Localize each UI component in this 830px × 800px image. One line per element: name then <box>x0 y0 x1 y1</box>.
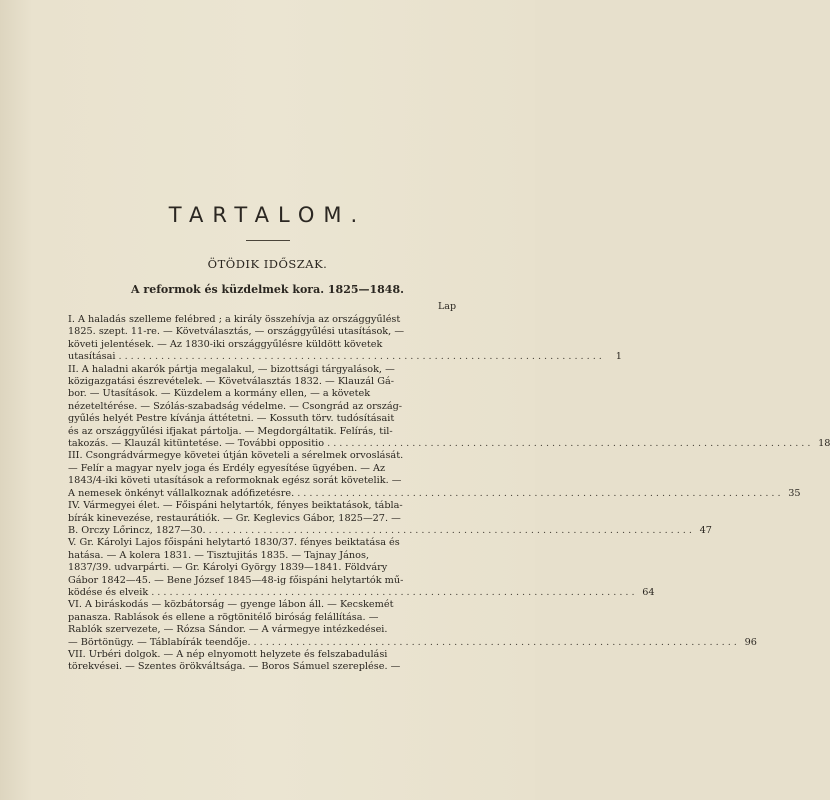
toc-entry <box>68 500 712 537</box>
dot-leader: ................................................................................ <box>151 586 638 598</box>
toc-entry-text: utasításai <box>68 351 116 363</box>
toc-entry-line: Gábor 1842—45. — Bene József 1845—48-ig főispáni helytartók mű- <box>68 574 404 586</box>
toc-entry <box>68 314 622 364</box>
toc-entry-line: I. A haladás szelleme felébred ; a király összehívja az országgyűlést <box>68 314 401 325</box>
title-divider <box>246 240 290 241</box>
toc-entry-line: panasza. Rablások és ellene a rögtönitélő biróság felállítása. — <box>68 611 379 623</box>
toc-entry-line: VII. Urbéri dolgok. — A nép elnyomott helyzete és felszabadulási <box>68 648 388 660</box>
toc-page-number: 18 <box>818 438 830 450</box>
toc-entry <box>68 537 655 599</box>
toc-page-number: 47 <box>699 524 712 536</box>
toc-entry <box>68 363 830 451</box>
toc-entry-line: IV. Vármegyei élet. — Főispáni helytartók, fényes beiktatások, tábla- <box>68 500 403 512</box>
period-heading: ÖTÖDIK IDŐSZAK. <box>207 257 328 271</box>
toc-entry-line: hatása. — A kolera 1831. — Tisztujitás 1835. — Tajnay János, <box>68 549 370 561</box>
toc-entry-text: ködése és elveik <box>68 586 149 598</box>
toc-entry-line: 1825. szept. 11-re. — Követválasztás, — országgyűlési utasítások, — <box>68 326 405 338</box>
toc-entry-text: B. Orczy Lőrincz, 1827—30. <box>68 524 206 536</box>
toc-entry-line <box>68 438 830 450</box>
toc-entry <box>68 599 757 649</box>
toc-entry-line: gyűlés helyét Pestre kívánja áttétetni. — Kossuth törv. tudósításait <box>68 413 395 425</box>
table-of-contents <box>68 314 830 674</box>
toc-entry <box>68 649 458 674</box>
section-subtitle: A reformok és küzdelmek kora. 1825—1848. <box>131 283 404 296</box>
toc-entry-line: 1843/4-iki követi utasítások a reformoknak egész sorát követelik. — <box>68 475 402 487</box>
toc-entry-line <box>68 524 712 537</box>
toc-entry-line: törekvései. — Szentes örökváltsága. — Boros Sámuel szereplése. — <box>68 661 401 673</box>
dot-leader: ................................................................................ <box>253 636 740 648</box>
toc-page-number: 96 <box>744 636 757 648</box>
toc-entry-line: nézeteltérése. — Szólás-szabadság védelme. — Csongrád az ország- <box>68 400 403 412</box>
toc-page-number: 1 <box>615 351 622 363</box>
toc-entry-line: 1837/39. udvarpárti. — Gr. Károlyi György 1839—1841. Földváry <box>68 562 388 574</box>
toc-page-number: 35 <box>788 487 801 499</box>
dot-leader: ................................................................................ <box>297 487 784 499</box>
toc-entry-line <box>68 636 757 649</box>
toc-entry-line: — Felír a magyar nyelv joga és Erdély egyesítése ügyében. — Az <box>68 462 386 474</box>
toc-entry-line: Rablók szervezete, — Rózsa Sándor. — A vármegye intézkedései. <box>68 624 388 636</box>
toc-entry-line <box>68 586 655 599</box>
toc-entry-text: takozás. — Klauzál kitüntetése. — További oppositio <box>68 438 325 450</box>
page-title: TARTALOM. <box>168 203 367 227</box>
dot-leader: ................................................................................ <box>118 351 605 363</box>
toc-page-number: 64 <box>642 586 655 598</box>
toc-entry-line: közigazgatási észrevételek. — Követválasztás 1832. — Klauzál Gá- <box>68 376 395 388</box>
toc-entry-text: — Börtönügy. — Táblabírák teendője. <box>68 636 251 648</box>
toc-entry <box>68 450 801 500</box>
toc-entry-line <box>68 351 622 363</box>
toc-entry-line: követi jelentések. — Az 1830-iki országgyűlésre küldött követek <box>68 338 383 350</box>
toc-entry-line: III. Csongrádvármegye követei útján követeli a sérelmek orvoslását. <box>68 450 404 462</box>
dot-leader: ................................................................................ <box>208 524 695 536</box>
toc-entry-line: bírák kinevezése, restaurátiók. — Gr. Keglevics Gábor, 1825—27. — <box>68 512 401 524</box>
toc-entry-line <box>68 487 801 500</box>
page-column-label: Lap <box>438 301 457 312</box>
toc-entry-line: és az országgyűlési ifjakat pártolja. — Megdorgáltatik. Felírás, til- <box>68 425 393 437</box>
toc-entry-line: V. Gr. Károlyi Lajos főispáni helytartó 1830/37. fényes beiktatása és <box>68 537 400 549</box>
toc-entry-text: A nemesek önkényt vállalkoznak adófizetésre. <box>68 487 295 499</box>
toc-entry-line: VI. A biráskodás — közbátorság — gyenge lábon áll. — Kecskemét <box>68 599 394 611</box>
toc-entry-line: II. A haladni akarók pártja megalakul, — bizottsági tárgyalások, — <box>68 363 395 375</box>
dot-leader: ................................................................................ <box>327 438 814 450</box>
toc-entry-line: bor. — Utasítások. — Küzdelem a kormány ellen, — a követek <box>68 388 371 400</box>
